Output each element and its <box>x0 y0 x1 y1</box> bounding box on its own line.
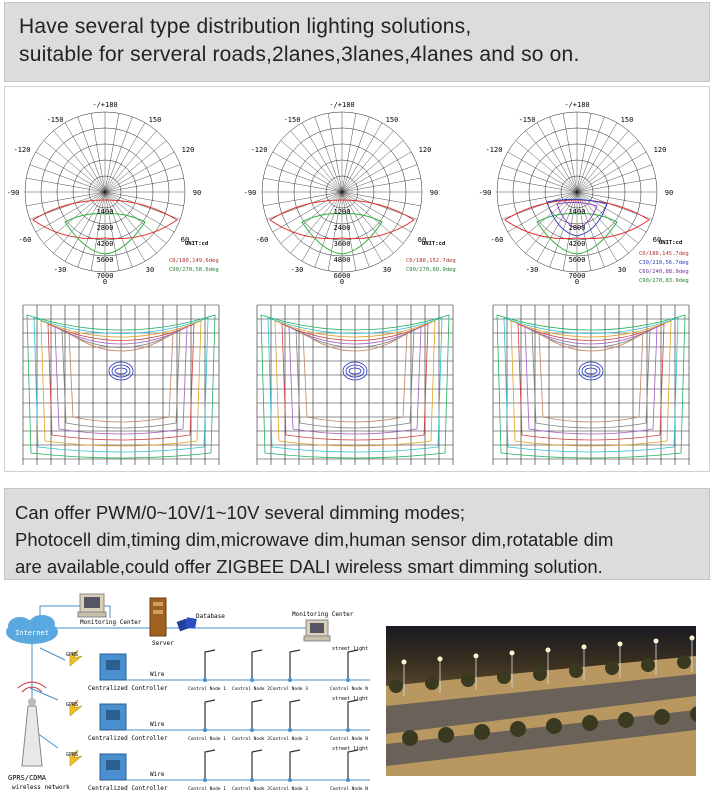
unit-label: UNIT:cd <box>659 240 683 246</box>
ring-3: 4200 <box>96 240 114 248</box>
wire-label: Wire <box>150 721 165 728</box>
polar-plot-1 <box>7 101 219 286</box>
tree <box>677 655 691 669</box>
angle-r90: 90 <box>429 189 439 197</box>
street-pole <box>348 650 358 680</box>
gprs-cdma-label: GPRS/CDMA <box>8 774 46 782</box>
angle-tl: -150 <box>518 116 536 124</box>
monitor-right-icon <box>304 620 330 641</box>
network-diagram <box>0 588 382 800</box>
ring-4: 4800 <box>333 256 351 264</box>
wireless-network-label: wireless network <box>12 784 70 791</box>
tree <box>605 661 619 675</box>
header-line-2: suitable for serveral roads,2lanes,3lanes,4lanes and so on. <box>19 43 580 66</box>
street-light-label: street light <box>332 646 369 652</box>
controller-row-2 <box>66 696 370 742</box>
dimming-line-2: Photocell dim,timing dim,microwave dim,human sensor dim,rotatable dim <box>15 529 614 550</box>
angle-bottom: 0 <box>574 278 580 286</box>
tree <box>461 673 475 687</box>
control-node <box>203 678 207 682</box>
polar-plot-2 <box>244 101 456 286</box>
photometric-figures <box>5 87 709 471</box>
node-2: Control Node 2 <box>232 787 270 792</box>
tree <box>438 727 454 743</box>
controller-label: Centralized Controller <box>88 785 168 792</box>
angle-r120: 120 <box>653 146 667 154</box>
node-n: Control Node N <box>330 737 368 742</box>
node-n: Control Node N <box>330 687 368 692</box>
angle-r60: 60 <box>652 236 662 244</box>
angle-top: -/+180 <box>329 101 355 109</box>
street-pole <box>348 750 358 780</box>
legend-1: C0/180,149.6deg <box>169 258 219 264</box>
ring-2: 2800 <box>568 224 586 232</box>
node-3: Control Node 3 <box>270 737 308 742</box>
angle-top: -/+180 <box>92 101 118 109</box>
control-node <box>203 728 207 732</box>
control-node <box>346 678 350 682</box>
server-label: Server <box>152 640 174 647</box>
unit-label: UNIT:cd <box>422 241 446 247</box>
node-1: Control Node 1 <box>188 737 226 742</box>
tree <box>546 718 562 734</box>
photometric-panel <box>4 86 710 472</box>
dimming-banner <box>4 488 710 580</box>
monitoring-center-right: Monitoring Center <box>292 611 354 618</box>
angle-r60: 60 <box>180 236 190 244</box>
ring-5: 7000 <box>96 272 114 280</box>
tree <box>641 658 655 672</box>
polar-plot-3 <box>479 101 689 286</box>
street-light-label: street light <box>332 746 369 752</box>
isolux-diagram-2 <box>257 305 453 465</box>
angle-l120: -120 <box>485 146 503 154</box>
tree <box>510 721 526 737</box>
legend-1: C0/180,145.7deg <box>639 251 689 257</box>
ring-2: 2400 <box>333 224 351 232</box>
gprs-tag: GPRS <box>66 652 79 658</box>
gprs-tag: GPRS <box>66 752 79 758</box>
control-node <box>288 728 292 732</box>
header-line-1: Have several type distribution lighting solutions, <box>19 15 472 38</box>
legend-2: C90/270,60.9deg <box>406 267 456 273</box>
ring-3: 4200 <box>568 240 586 248</box>
street-pole <box>252 650 262 680</box>
legend-3: C60/240,88.9deg <box>639 269 689 275</box>
angle-r120: 120 <box>181 146 195 154</box>
street-pole <box>205 750 215 780</box>
ring-1: 1200 <box>333 208 351 216</box>
angle-l90: -90 <box>243 189 257 197</box>
wire-label: Wire <box>150 671 165 678</box>
ring-4: 5600 <box>96 256 114 264</box>
controller-label: Centralized Controller <box>88 735 168 742</box>
legend-2: C30/210,56.7deg <box>639 260 689 266</box>
street-pole <box>252 700 262 730</box>
ring-3: 3600 <box>333 240 351 248</box>
legend-2: C90/270,58.6deg <box>169 267 219 273</box>
node-2: Control Node 2 <box>232 737 270 742</box>
angle-l30: -30 <box>525 266 539 274</box>
street-pole <box>205 650 215 680</box>
angle-l120: -120 <box>250 146 268 154</box>
control-node <box>250 728 254 732</box>
unit-label: UNIT:cd <box>185 241 209 247</box>
angle-l30: -30 <box>53 266 67 274</box>
control-node <box>250 778 254 782</box>
internet-label: Internet <box>15 629 49 637</box>
tree <box>402 730 418 746</box>
angle-l90: -90 <box>6 189 20 197</box>
wire-label: Wire <box>150 771 165 778</box>
dimming-line-3: are available,could offer ZIGBEE DALI wireless smart dimming solution. <box>15 556 603 577</box>
street-pole <box>205 700 215 730</box>
control-node <box>203 778 207 782</box>
isolux-diagram-1 <box>23 305 219 465</box>
control-node <box>288 678 292 682</box>
tree <box>569 664 583 678</box>
tree <box>474 724 490 740</box>
angle-bottom: 0 <box>102 278 108 286</box>
control-node <box>346 728 350 732</box>
tree <box>654 709 670 725</box>
internet-cloud <box>6 615 58 644</box>
tree <box>497 670 511 684</box>
database-label: Database <box>196 613 225 620</box>
ring-5: 7000 <box>568 272 586 280</box>
gprs-tag: GPRS <box>66 702 79 708</box>
node-2: Control Node 2 <box>232 687 270 692</box>
control-node <box>250 678 254 682</box>
angle-r120: 120 <box>418 146 432 154</box>
angle-tl: -150 <box>46 116 64 124</box>
angle-r90: 90 <box>192 189 202 197</box>
angle-r30: 30 <box>145 266 155 274</box>
ring-2: 2800 <box>96 224 114 232</box>
tree <box>533 667 547 681</box>
header-banner <box>4 2 710 82</box>
node-1: Control Node 1 <box>188 787 226 792</box>
angle-tr: 150 <box>385 116 399 124</box>
angle-l60: -60 <box>18 236 32 244</box>
street-light-label: street light <box>332 696 369 702</box>
angle-tr: 150 <box>620 116 634 124</box>
street-night-photo <box>386 626 696 776</box>
angle-top: -/+180 <box>564 101 590 109</box>
tree <box>618 712 634 728</box>
tree <box>389 679 403 693</box>
angle-r30: 30 <box>382 266 392 274</box>
server-icon <box>150 598 166 636</box>
ring-5: 6000 <box>333 272 351 280</box>
dimming-line-1: Can offer PWM/0~10V/1~10V several dimming modes; <box>15 502 466 523</box>
control-node <box>346 778 350 782</box>
street-pole <box>290 700 300 730</box>
angle-r90: 90 <box>664 189 674 197</box>
ring-1: 1400 <box>96 208 114 216</box>
node-3: Control Node 3 <box>270 687 308 692</box>
angle-l60: -60 <box>255 236 269 244</box>
node-n: Control Node N <box>330 787 368 792</box>
angle-l60: -60 <box>490 236 504 244</box>
tree <box>425 676 439 690</box>
isolux-diagram-3 <box>493 305 689 465</box>
street-pole <box>290 650 300 680</box>
angle-l90: -90 <box>478 189 492 197</box>
controller-label: Centralized Controller <box>88 685 168 692</box>
street-pole <box>290 750 300 780</box>
street-pole <box>348 700 358 730</box>
node-1: Control Node 1 <box>188 687 226 692</box>
legend-4: C90/270,83.9deg <box>639 278 689 284</box>
tree <box>582 715 598 731</box>
angle-l30: -30 <box>290 266 304 274</box>
legend-1: C0/180,152.7deg <box>406 258 456 264</box>
control-node <box>288 778 292 782</box>
angle-bottom: 0 <box>339 278 345 286</box>
ring-1: 1400 <box>568 208 586 216</box>
monitoring-center-left: Monitoring Center <box>80 619 142 626</box>
angle-tl: -150 <box>283 116 301 124</box>
angle-r60: 60 <box>417 236 427 244</box>
angle-r30: 30 <box>617 266 627 274</box>
angle-l120: -120 <box>13 146 31 154</box>
database-icon <box>177 617 197 631</box>
angle-tr: 150 <box>148 116 162 124</box>
monitor-left-icon <box>78 594 106 617</box>
controller-row-3 <box>66 746 370 792</box>
street-pole <box>252 750 262 780</box>
controller-row-1 <box>66 646 370 692</box>
node-3: Control Node 3 <box>270 787 308 792</box>
ring-4: 5600 <box>568 256 586 264</box>
